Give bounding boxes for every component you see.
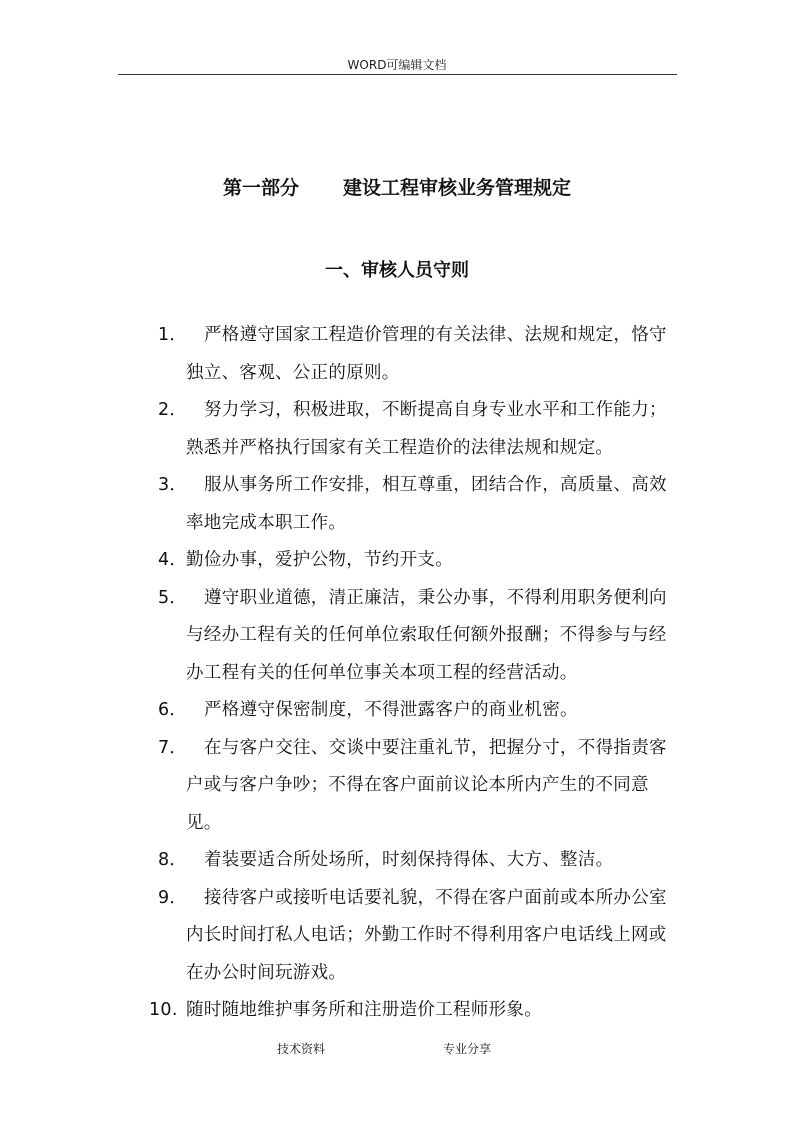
document-title: [0, 176, 794, 200]
rule-item: [150, 392, 680, 467]
header-divider: [118, 74, 677, 75]
rule-number: 9．: [158, 887, 188, 908]
rule-text: 严格遵守保密制度，不得泄露客户的商业机密。: [204, 700, 578, 720]
footer-right-text: 专业分享: [443, 1042, 492, 1056]
rule-item: [150, 692, 680, 730]
rule-text: 遵守职业道德，清正廉洁，秉公办事，不得利用职务便利向与经办工程有关的任何单位索取任何额外报酬；不得参与与经办工程有关的任何单位事关本项工程的经营活动。: [186, 587, 667, 683]
document-title-part: 第一部分: [222, 177, 299, 199]
rule-text: 严格遵守国家工程造价管理的有关法律、法规和规定，恪守独立、客观、公正的原则。: [186, 325, 667, 383]
rule-number: 10.: [149, 1000, 178, 1020]
footer-left-text: 技术资料: [277, 1042, 326, 1056]
rule-number: 4．: [158, 550, 188, 570]
rule-text: 随时随地维护事务所和注册造价工程师形象。: [186, 1000, 542, 1020]
rule-number: 2．: [158, 400, 188, 420]
rule-text: 在与客户交往、交谈中要注重礼节，把握分寸，不得指责客户或与客户争吵；不得在客户面前议论本所内产生的不同意见。: [186, 737, 667, 833]
rule-item: [150, 730, 680, 843]
rule-number: 8．: [158, 850, 188, 870]
page-header: WORD可编辑文档: [347, 58, 447, 72]
rule-text: 服从事务所工作安排，相互尊重，团结合作，高质量、高效率地完成本职工作。: [186, 475, 667, 533]
rule-text: 努力学习，积极进取，不断提高自身专业水平和工作能力；熟悉并严格执行国家有关工程造价的法律法规和规定。: [186, 400, 667, 458]
rule-item: [150, 542, 680, 580]
document-title-name: 建设工程审核业务管理规定: [343, 177, 572, 199]
rule-number: 5．: [158, 587, 188, 608]
rule-number: 7．: [158, 737, 188, 758]
rule-item: [150, 580, 680, 693]
rule-text: 勤俭办事，爱护公物，节约开支。: [186, 550, 453, 570]
rule-item: [150, 317, 680, 392]
rule-item: [150, 842, 680, 880]
rule-text: 接待客户或接听电话要礼貌，不得在客户面前或本所办公室内长时间打私人电话；外勤工作时不得利用客户电话线上网或在办公时间玩游戏。: [186, 887, 667, 983]
rule-item: [150, 467, 680, 542]
rule-number: 6．: [158, 700, 188, 720]
rule-item: [150, 992, 680, 1030]
rule-number: 3．: [158, 475, 188, 495]
section-title: 一、审核人员守则: [325, 260, 469, 281]
rule-number: 1．: [158, 325, 188, 345]
rule-item: [150, 880, 680, 993]
rules-list: [150, 317, 680, 1030]
rule-text: 着装要适合所处场所，时刻保持得体、大方、整洁。: [204, 850, 614, 870]
